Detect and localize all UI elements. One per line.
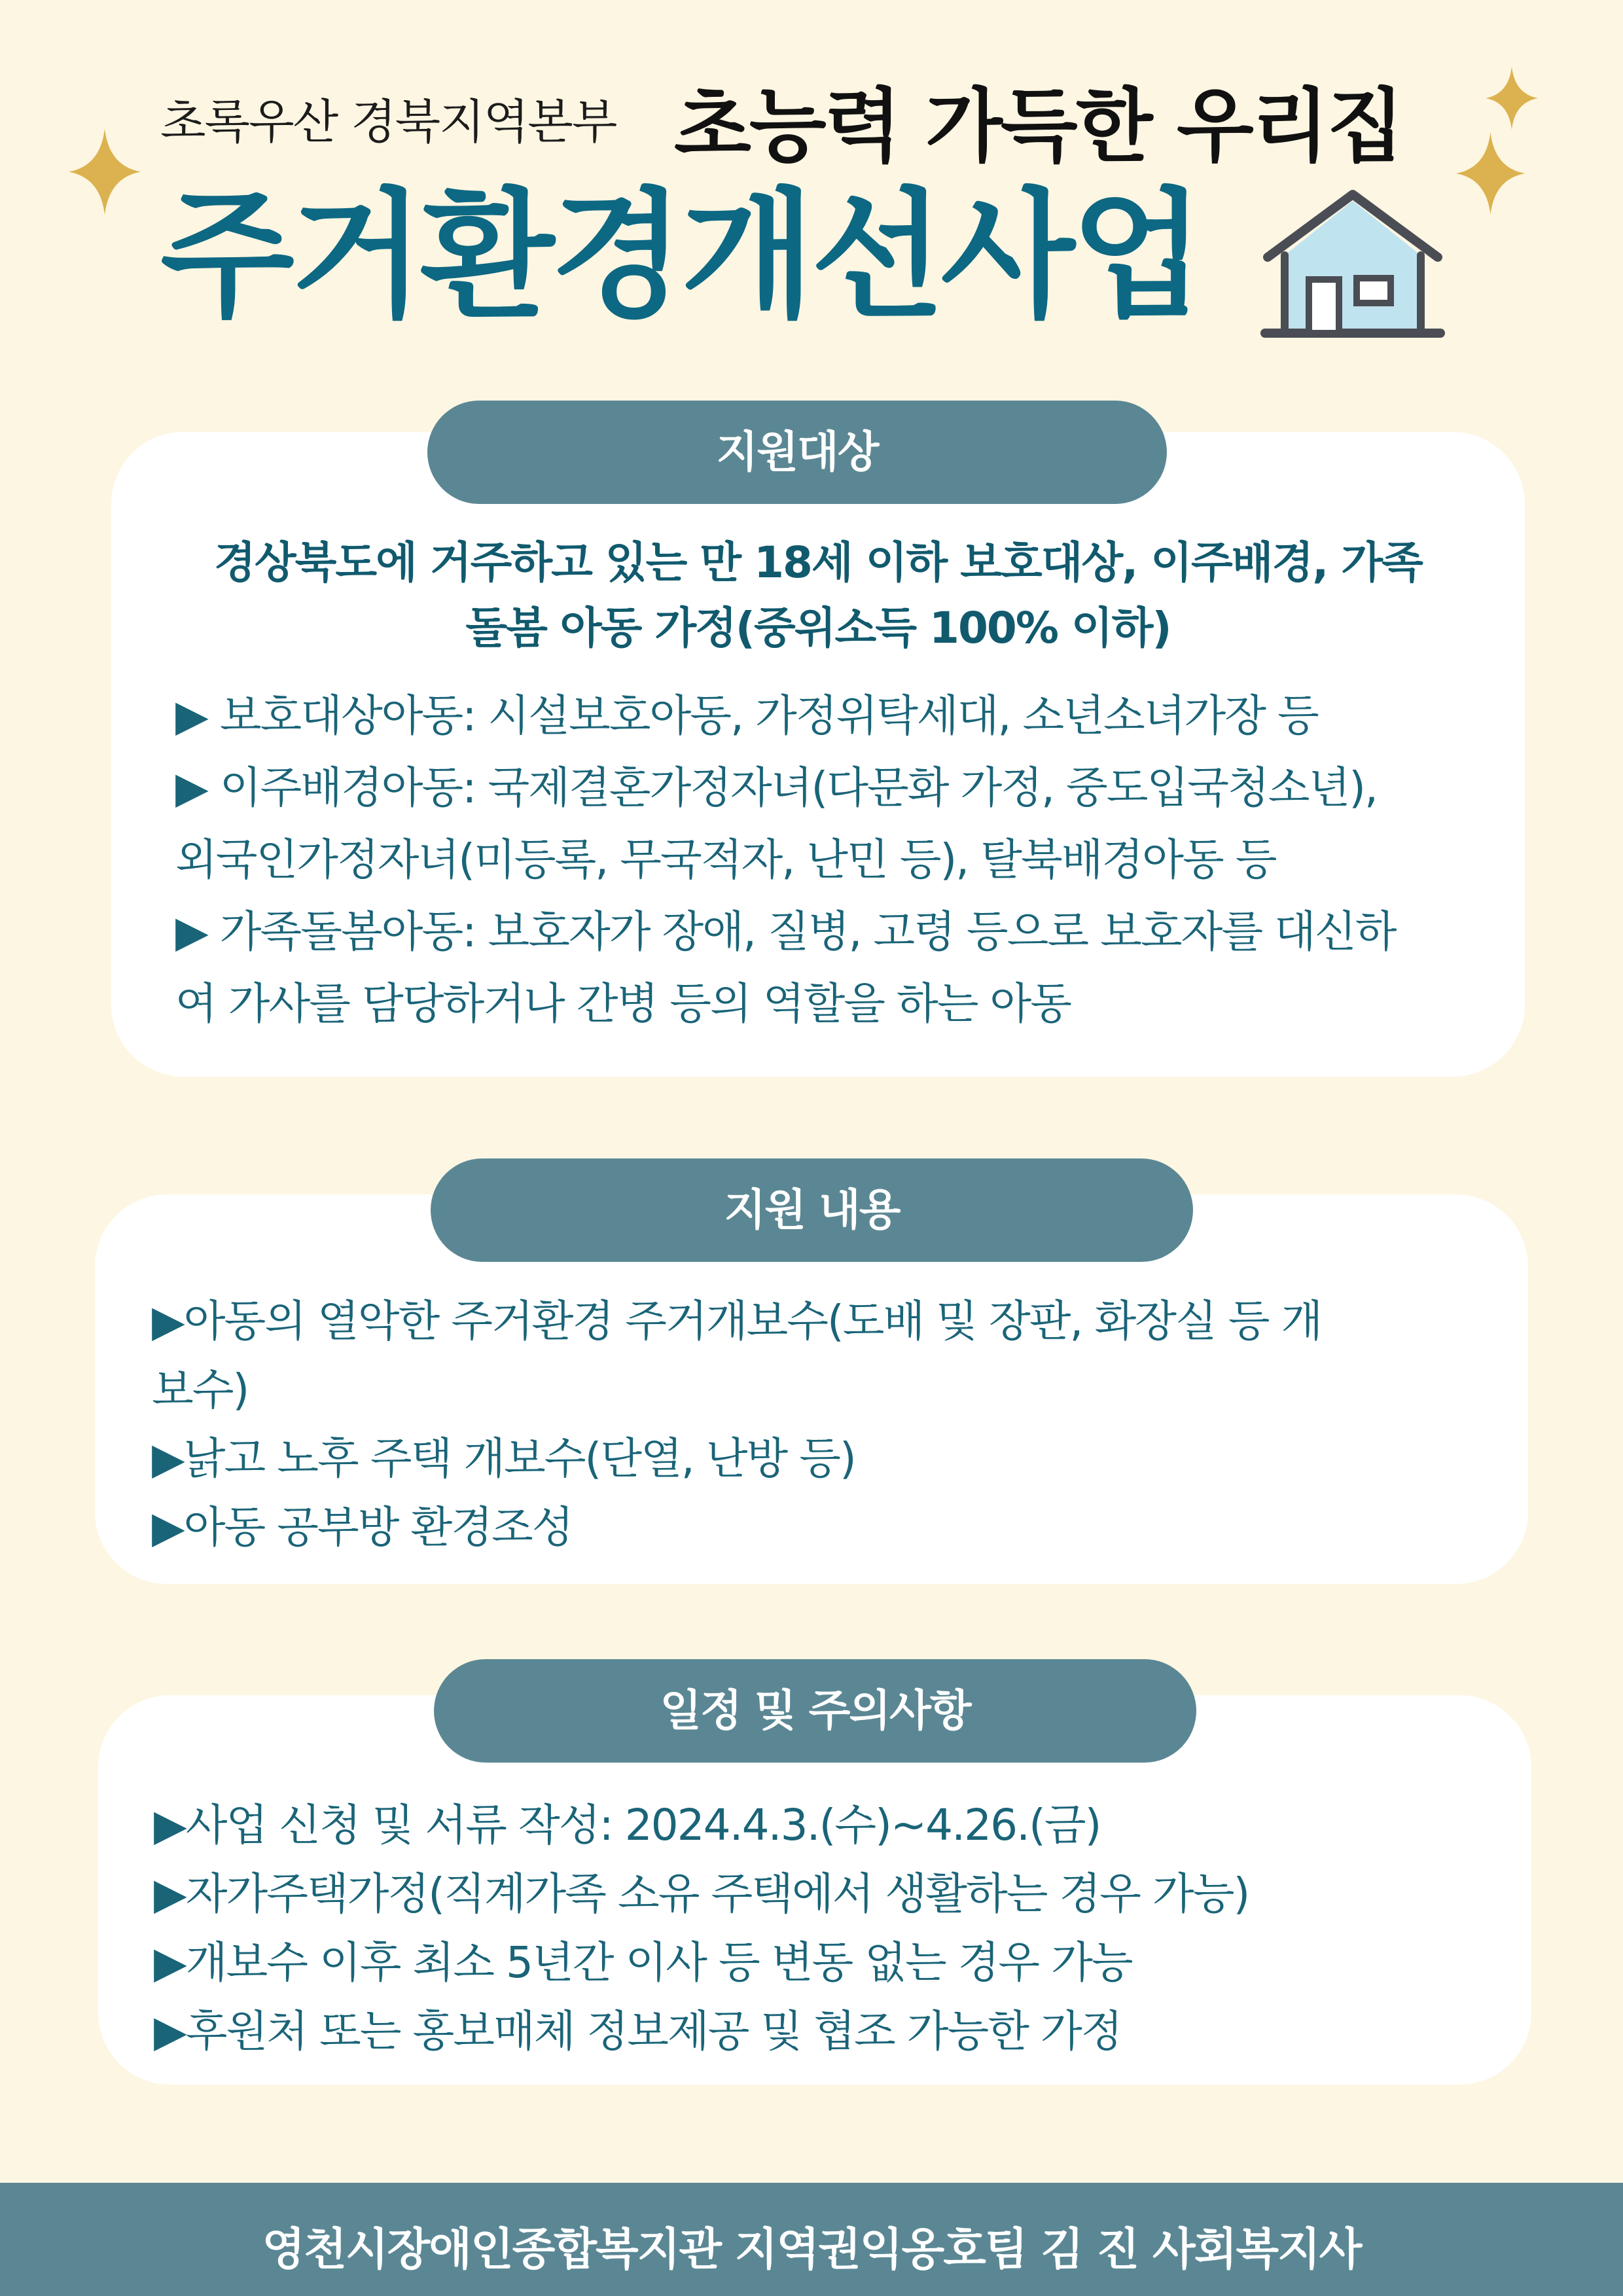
sparkle-icon: [69, 128, 141, 216]
section-heading-schedule: [434, 1659, 1196, 1763]
schedule-line: ▶개보수 이후 최소 5년간 이사 등 변동 없는 경우 가능: [154, 1937, 1132, 1988]
house-icon: [1260, 187, 1446, 344]
schedule-line: ▶후원처 또는 홍보매체 정보제공 및 협조 가능한 가정: [154, 2006, 1122, 2056]
target-summary: [131, 530, 1505, 661]
section-heading-target: [427, 401, 1167, 504]
section-heading-label: 지원대상: [716, 427, 878, 477]
summary-line: 돌봄 아동 가정(중위소득 100% 이하): [465, 603, 1171, 653]
footer-bar: [0, 2183, 1623, 2296]
section-heading-label: 일정 및 주의사항: [660, 1685, 971, 1736]
support-line: 보수): [152, 1365, 249, 1415]
section-heading-support: [431, 1158, 1193, 1262]
page-title: 주거환경개선사업: [160, 175, 1202, 336]
target-line: 외국인가정자녀(미등록, 무국적자, 난민 등), 탈북배경아동 등: [175, 834, 1276, 885]
footer-contact: 영천시장애인종합복지관 지역권익옹호팀 김 진 사회복지사: [262, 2224, 1361, 2276]
summary-line: 경상북도에 거주하고 있는 만 18세 이하 보호대상, 이주배경, 가족: [214, 537, 1422, 588]
target-line: ▶ 보호대상아동: 시설보호아동, 가정위탁세대, 소년소녀가장 등: [175, 691, 1318, 741]
support-line: ▶아동의 열악한 주거환경 주거개보수(도배 및 장판, 화장실 등 개: [152, 1296, 1322, 1346]
target-line: ▶ 가족돌봄아동: 보호자가 장애, 질병, 고령 등으로 보호자를 대신하: [175, 906, 1396, 957]
support-line: ▶낡고 노후 주택 개보수(단열, 난방 등): [152, 1433, 855, 1484]
target-line: ▶ 이주배경아동: 국제결혼가정자녀(다문화 가정, 중도입국청소년),: [175, 762, 1378, 813]
program-name: 초능력 가득한 우리집: [674, 80, 1402, 173]
schedule-line: ▶사업 신청 및 서류 작성: 2024.4.3.(수)~4.26.(금): [154, 1800, 1101, 1850]
target-line: 여 가사를 담당하거나 간병 등의 역할을 하는 아동: [175, 978, 1071, 1029]
schedule-line: ▶자가주택가정(직계가족 소유 주택에서 생활하는 경우 가능): [154, 1869, 1249, 1919]
organization-name: 초록우산 경북지역본부: [160, 94, 616, 149]
sparkle-icon: [1456, 131, 1525, 216]
section-heading-label: 지원 내용: [724, 1185, 900, 1235]
sparkle-icon: [1486, 65, 1538, 131]
support-line: ▶아동 공부방 환경조성: [152, 1502, 573, 1552]
